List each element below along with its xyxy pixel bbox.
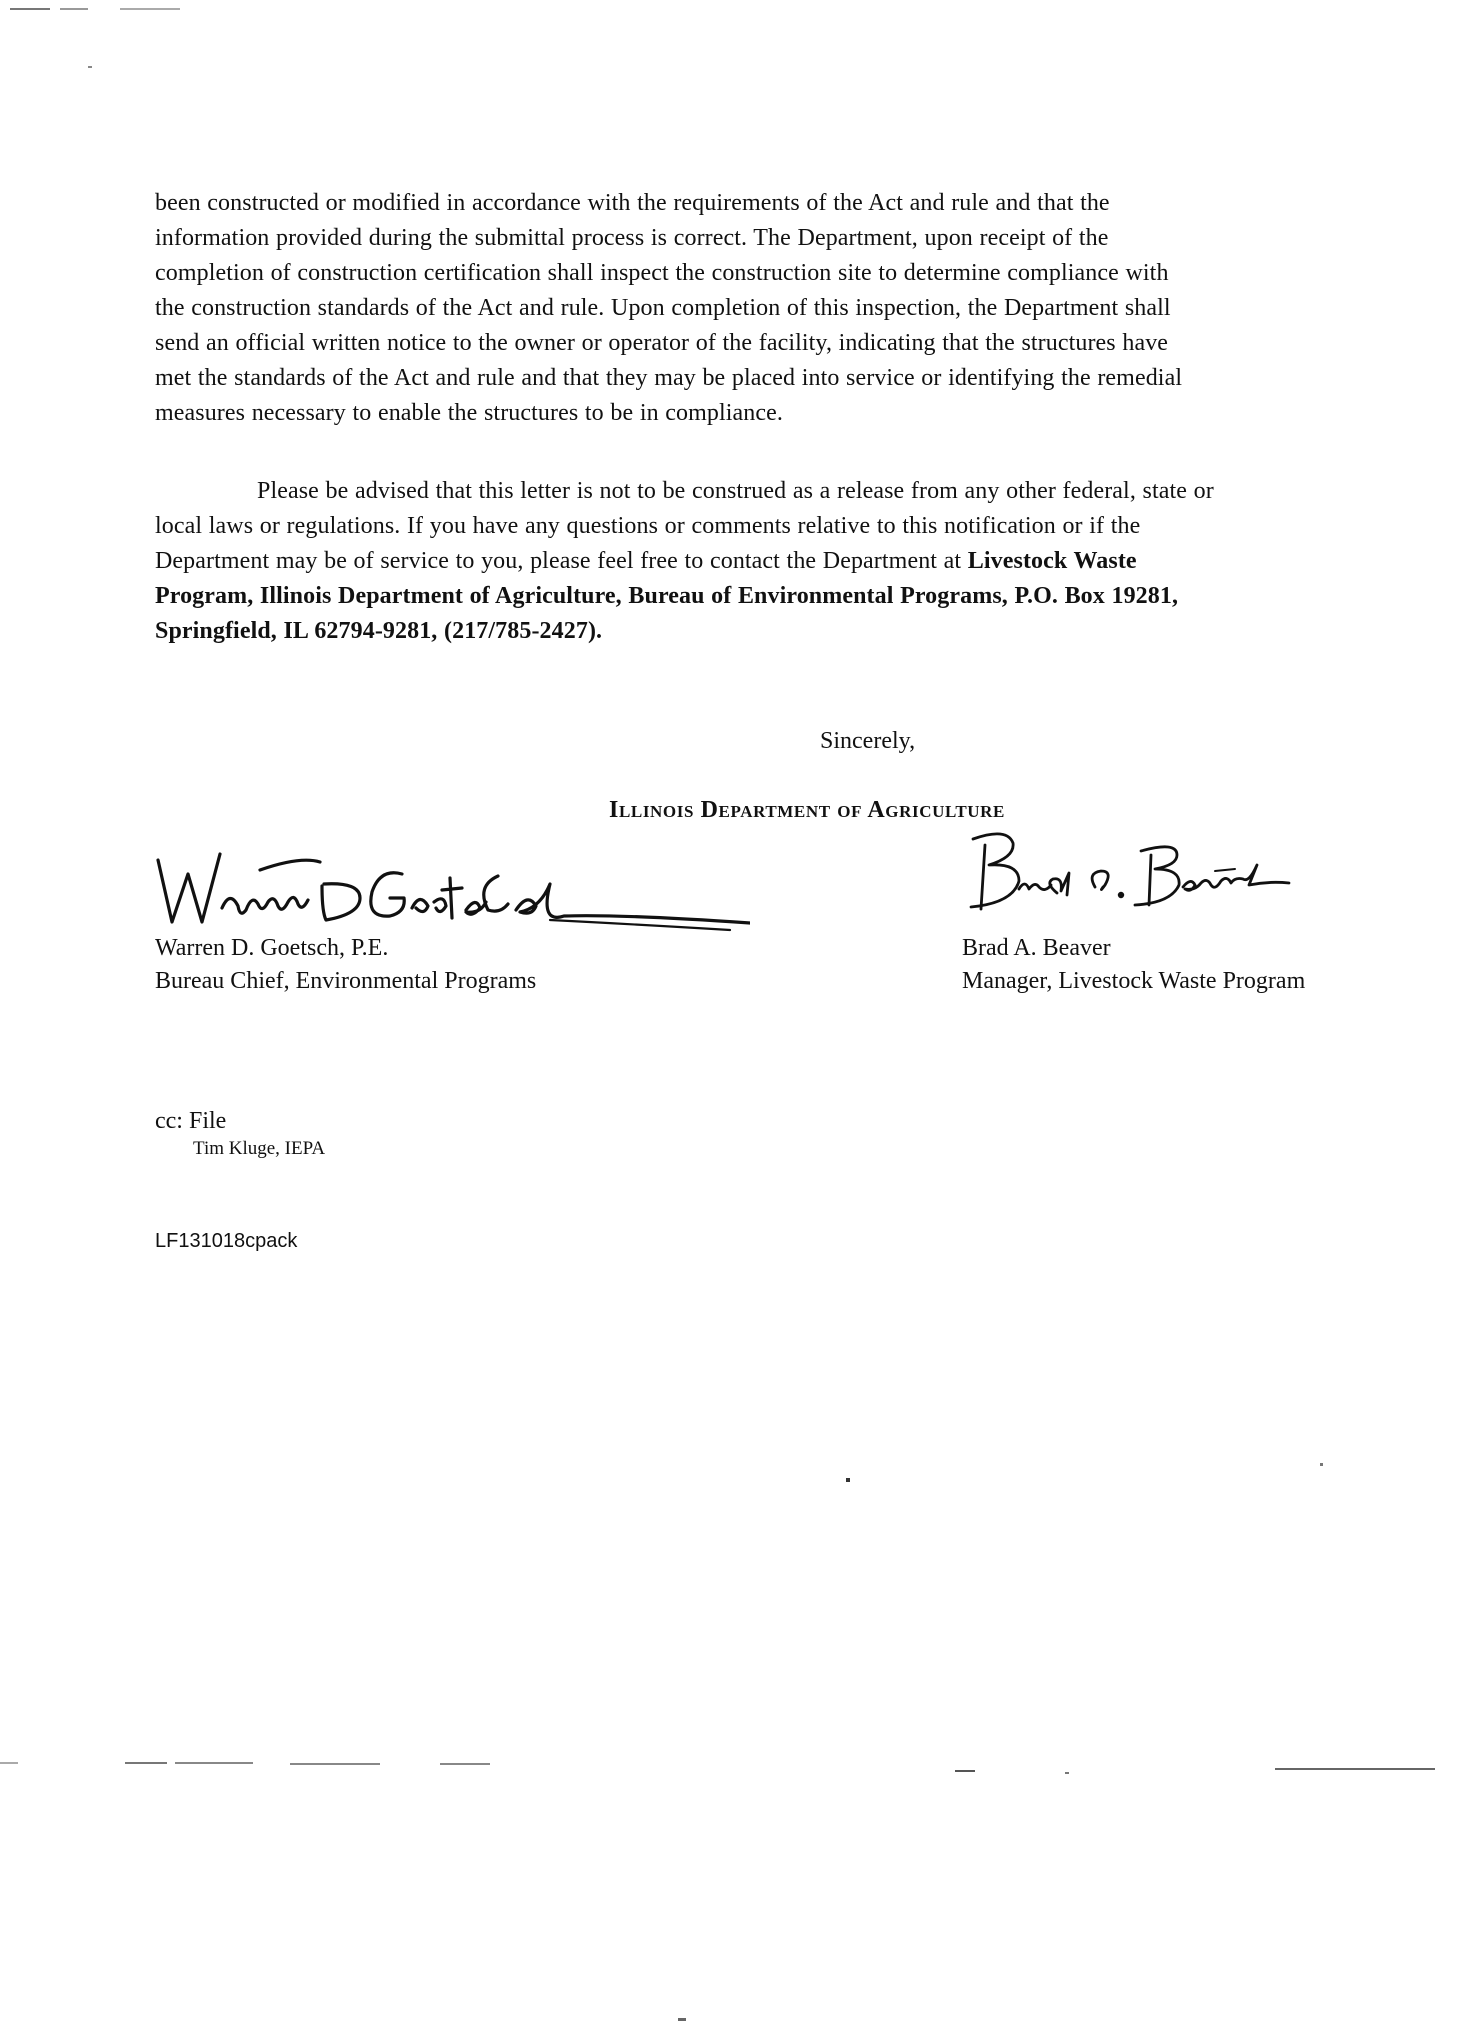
scan-artifact — [955, 1770, 975, 1772]
body-paragraph-2 — [155, 474, 1455, 649]
signature-warren-goetsch — [150, 830, 750, 940]
paragraph-1-line: send an official written notice to the owner or operator of the facility, indicating that the structures have — [155, 330, 1169, 356]
signature-brad-beaver — [945, 815, 1365, 925]
scan-artifact — [60, 8, 88, 10]
paragraph-1-line: been constructed or modified in accordance with the requirements of the Act and rule and that the — [155, 190, 1110, 216]
scan-artifact — [10, 8, 50, 10]
scan-artifact — [120, 8, 180, 10]
department-name: Illinois Department of Agriculture — [609, 797, 1005, 823]
paragraph-1-line: completion of construction certification shall inspect the construction site to determine compliance with — [155, 260, 1169, 286]
scan-artifact — [1320, 1463, 1323, 1466]
closing-salutation: Sincerely, — [820, 728, 916, 754]
signer-name: Warren D. Goetsch, P.E. — [155, 935, 389, 961]
signer-title: Bureau Chief, Environmental Programs — [155, 968, 537, 994]
scan-artifact — [0, 1762, 18, 1764]
signer-block-left — [155, 932, 536, 998]
scan-artifact — [1275, 1768, 1435, 1770]
signer-title: Manager, Livestock Waste Program — [962, 968, 1306, 994]
paragraph-2-line — [155, 544, 1455, 579]
signer-name: Brad A. Beaver — [962, 935, 1111, 961]
scan-artifact — [1065, 1772, 1069, 1774]
contact-address-bold: Springfield, IL 62794-9281, (217/785-2427). — [155, 618, 603, 644]
contact-address-bold: Livestock Waste — [967, 548, 1137, 574]
scan-artifact — [440, 1763, 490, 1765]
document-reference: LF131018cpack — [155, 1230, 298, 1252]
paragraph-1-line: met the standards of the Act and rule and that they may be placed into service or identifying the remedial — [155, 365, 1183, 391]
paragraph-1-line: information provided during the submittal process is correct. The Department, upon receipt of the — [155, 225, 1109, 251]
scan-artifact — [125, 1762, 167, 1764]
scan-artifact — [846, 1478, 850, 1482]
scan-artifact — [175, 1762, 253, 1764]
scan-artifact — [88, 66, 92, 68]
cc-block — [155, 1106, 325, 1162]
paragraph-1-line: the construction standards of the Act and rule. Upon completion of this inspection, the Department shall — [155, 295, 1171, 321]
paragraph-2-line: Please be advised that this letter is not to be construed as a release from any other federal, state or — [257, 478, 1214, 504]
paragraph-2-line: local laws or regulations. If you have any questions or comments relative to this notification or if the — [155, 513, 1141, 539]
scan-artifact — [290, 1763, 380, 1765]
contact-address-bold: Program, Illinois Department of Agriculture, Bureau of Environmental Programs, P.O. Box 19281, — [155, 583, 1179, 609]
cc-label: cc: File — [155, 1108, 227, 1134]
signer-block-right — [962, 932, 1305, 998]
paragraph-2-line-text: Department may be of service to you, please feel free to contact the Department at — [155, 548, 968, 574]
cc-recipient: Tim Kluge, IEPA — [193, 1138, 326, 1159]
scan-artifact — [678, 2018, 686, 2021]
paragraph-1-line: measures necessary to enable the structures to be in compliance. — [155, 400, 783, 426]
body-paragraph-1 — [155, 186, 1455, 431]
